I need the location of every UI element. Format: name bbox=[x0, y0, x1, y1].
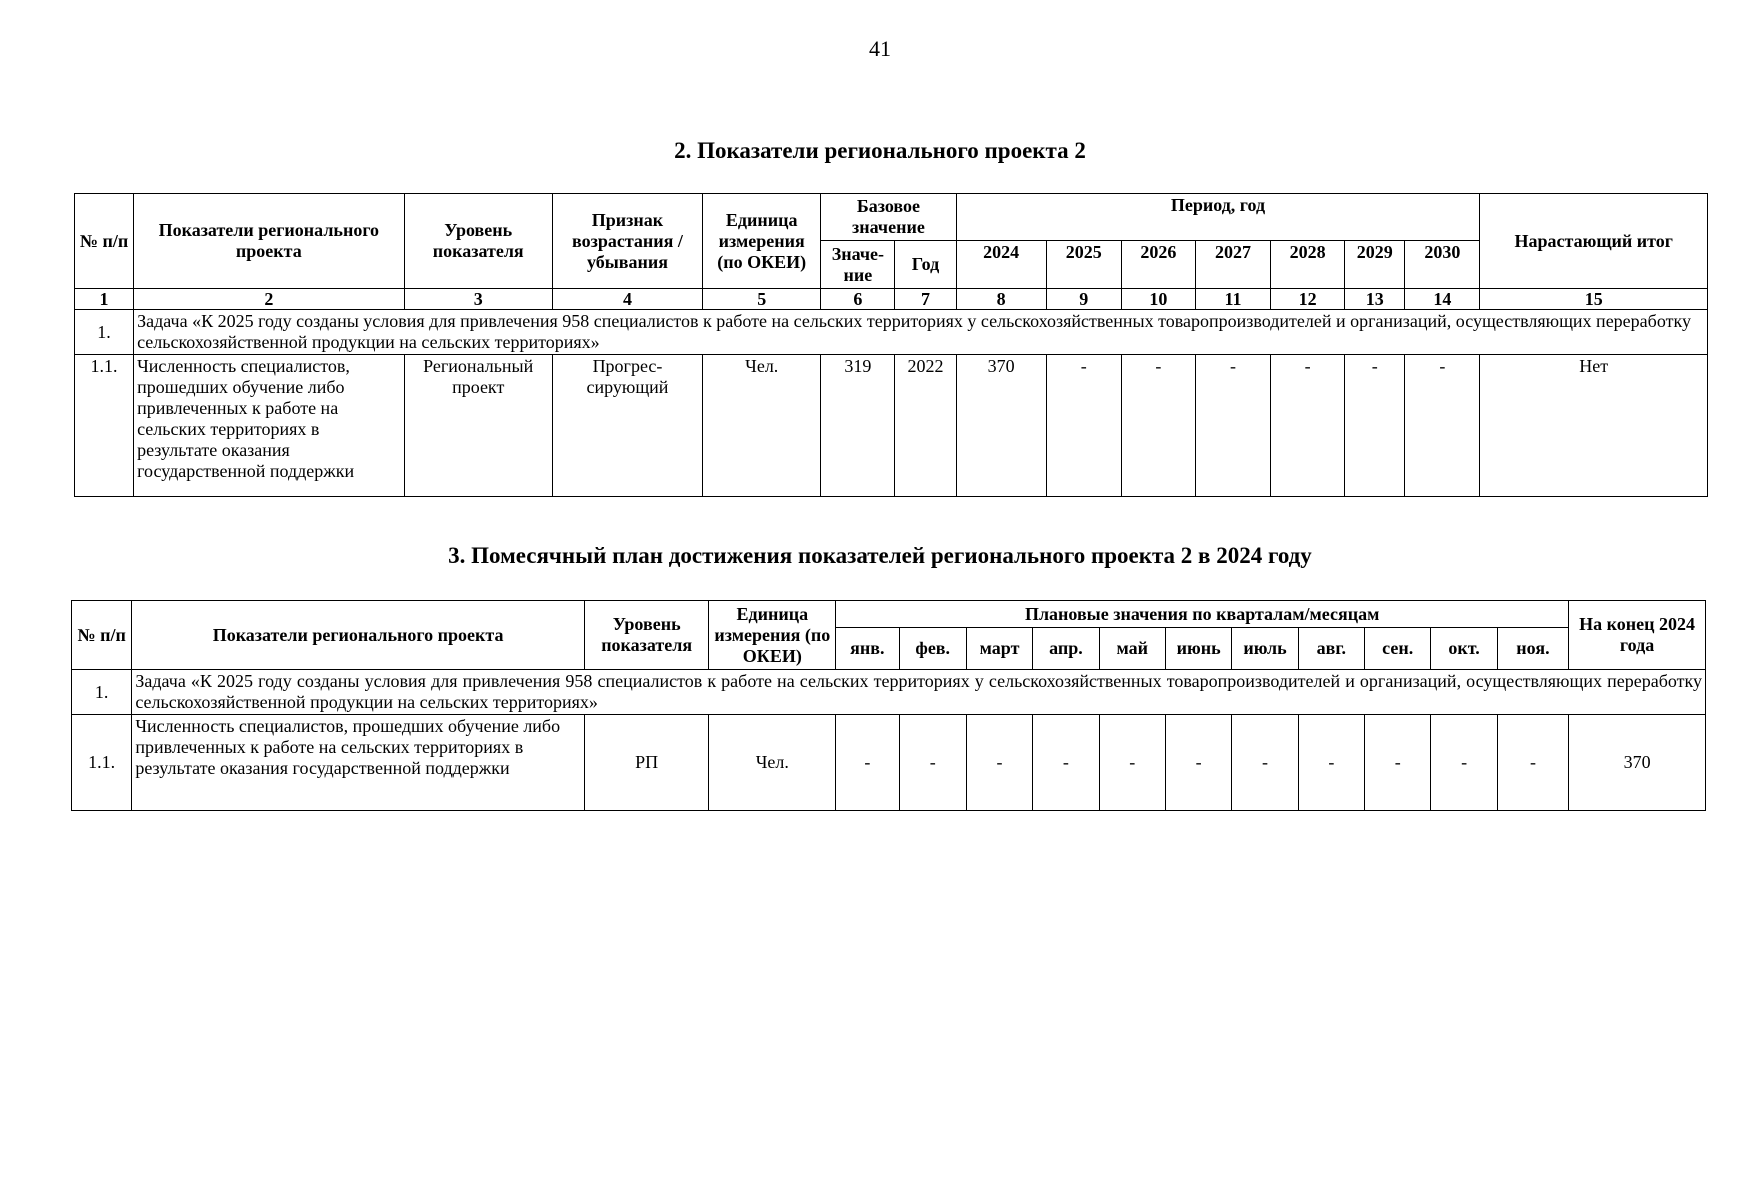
column-number: 12 bbox=[1271, 289, 1345, 310]
header-month: июнь bbox=[1165, 628, 1231, 670]
column-number: 11 bbox=[1195, 289, 1270, 310]
row-year-value: - bbox=[1405, 355, 1480, 497]
header-indicator: Показатели регионального проекта bbox=[132, 601, 584, 670]
header-year: 2029 bbox=[1345, 241, 1405, 289]
header-month: фев. bbox=[899, 628, 966, 670]
column-number: 9 bbox=[1046, 289, 1121, 310]
row-month-value: - bbox=[1165, 715, 1231, 811]
monthly-plan-table bbox=[71, 600, 1706, 811]
header-end-of-year: На конец 2024 года bbox=[1569, 601, 1706, 670]
row-year-value: 370 bbox=[956, 355, 1046, 497]
column-number: 15 bbox=[1480, 289, 1708, 310]
row-level: РП bbox=[584, 715, 709, 811]
row-year-value: - bbox=[1271, 355, 1345, 497]
row-unit: Чел. bbox=[709, 715, 836, 811]
header-unit: Единица измерения (по ОКЕИ) bbox=[709, 601, 836, 670]
header-month: янв. bbox=[836, 628, 899, 670]
row-month-value: - bbox=[1232, 715, 1298, 811]
header-period: Период, год bbox=[956, 194, 1480, 241]
row-month-value: - bbox=[966, 715, 1032, 811]
column-number: 2 bbox=[134, 289, 404, 310]
column-number: 7 bbox=[895, 289, 956, 310]
header-month: апр. bbox=[1033, 628, 1099, 670]
task-text: Задача «К 2025 году созданы условия для привлечения 958 специалистов к работе на сельских территориях у сельскохозяйственных товаропроизводителей и организаций, осуществляющих переработку сельскохозяйственной продукции на сельских территориях» bbox=[134, 310, 1708, 355]
column-number: 14 bbox=[1405, 289, 1480, 310]
row-num: 1.1. bbox=[75, 355, 134, 497]
header-level: Уровень показателя bbox=[584, 601, 709, 670]
header-year: 2030 bbox=[1405, 241, 1480, 289]
header-indicator: Показатели регионального проекта bbox=[134, 194, 404, 289]
row-indicator: Численность специалистов, прошедших обучение либо привлеченных к работе на сельских территориях в результате оказания государственной поддержки bbox=[132, 715, 584, 811]
header-month: март bbox=[966, 628, 1032, 670]
column-number: 5 bbox=[703, 289, 821, 310]
row-month-value: - bbox=[899, 715, 966, 811]
row-indicator: Численность специалистов, прошедших обучение либо привлеченных к работе на сельских территориях в результате оказания государственной поддержки bbox=[134, 355, 404, 497]
indicator-row bbox=[75, 355, 1708, 497]
column-number: 3 bbox=[404, 289, 552, 310]
header-month: сен. bbox=[1365, 628, 1431, 670]
header-unit: Единица измерения (по ОКЕИ) bbox=[703, 194, 821, 289]
header-base-value: Значе-ние bbox=[821, 241, 895, 289]
header-month: июль bbox=[1232, 628, 1298, 670]
row-month-value: - bbox=[1099, 715, 1165, 811]
header-year: 2028 bbox=[1271, 241, 1345, 289]
header-level: Уровень показателя bbox=[404, 194, 552, 289]
row-month-value: - bbox=[836, 715, 899, 811]
header-cumulative: Нарастающий итог bbox=[1480, 194, 1708, 289]
header-month: окт. bbox=[1431, 628, 1497, 670]
row-year-value: - bbox=[1046, 355, 1121, 497]
header-base-year: Год bbox=[895, 241, 956, 289]
column-number: 8 bbox=[956, 289, 1046, 310]
task-row bbox=[75, 310, 1708, 355]
row-base-year: 2022 bbox=[895, 355, 956, 497]
row-year-value: - bbox=[1121, 355, 1195, 497]
column-number: 13 bbox=[1345, 289, 1405, 310]
task-num: 1. bbox=[75, 310, 134, 355]
header-month: май bbox=[1099, 628, 1165, 670]
header-year: 2026 bbox=[1121, 241, 1195, 289]
section-2-title: 2. Показатели регионального проекта 2 bbox=[674, 138, 1086, 163]
row-month-value: - bbox=[1365, 715, 1431, 811]
column-number: 1 bbox=[75, 289, 134, 310]
task-text: Задача «К 2025 году созданы условия для привлечения 958 специалистов к работе на сельских территориях у сельскохозяйственных товаропроизводителей и организаций, осуществляющих переработку сельскохозяйственной продукции на сельских территориях» bbox=[132, 670, 1706, 715]
row-sign: Прогрес-сирующий bbox=[552, 355, 702, 497]
row-num: 1.1. bbox=[72, 715, 132, 811]
row-unit: Чел. bbox=[703, 355, 821, 497]
row-month-value: - bbox=[1431, 715, 1497, 811]
header-num: № п/п bbox=[72, 601, 132, 670]
indicators-table bbox=[74, 193, 1708, 497]
section-3-title: 3. Помесячный план достижения показателей регионального проекта 2 в 2024 году bbox=[448, 543, 1312, 568]
column-number: 10 bbox=[1121, 289, 1195, 310]
task-row bbox=[72, 670, 1706, 715]
header-num: № п/п bbox=[75, 194, 134, 289]
row-month-value: - bbox=[1033, 715, 1099, 811]
row-month-value: - bbox=[1298, 715, 1364, 811]
header-month: ноя. bbox=[1497, 628, 1568, 670]
task-num: 1. bbox=[72, 670, 132, 715]
header-base: Базовое значение bbox=[821, 194, 956, 241]
row-base-value: 319 bbox=[821, 355, 895, 497]
row-end-of-year: 370 bbox=[1569, 715, 1706, 811]
header-year: 2025 bbox=[1046, 241, 1121, 289]
column-number: 4 bbox=[552, 289, 702, 310]
header-year: 2024 bbox=[956, 241, 1046, 289]
column-numbers-row bbox=[75, 289, 1708, 310]
page-number: 41 bbox=[869, 36, 891, 61]
row-level: Региональный проект bbox=[404, 355, 552, 497]
indicator-row bbox=[72, 715, 1706, 811]
header-year: 2027 bbox=[1195, 241, 1270, 289]
header-plan: Плановые значения по кварталам/месяцам bbox=[836, 601, 1569, 628]
row-year-value: - bbox=[1195, 355, 1270, 497]
row-cumulative: Нет bbox=[1480, 355, 1708, 497]
row-year-value: - bbox=[1345, 355, 1405, 497]
header-month: авг. bbox=[1298, 628, 1364, 670]
column-number: 6 bbox=[821, 289, 895, 310]
header-sign: Признак возрастания / убывания bbox=[552, 194, 702, 289]
row-month-value: - bbox=[1497, 715, 1568, 811]
